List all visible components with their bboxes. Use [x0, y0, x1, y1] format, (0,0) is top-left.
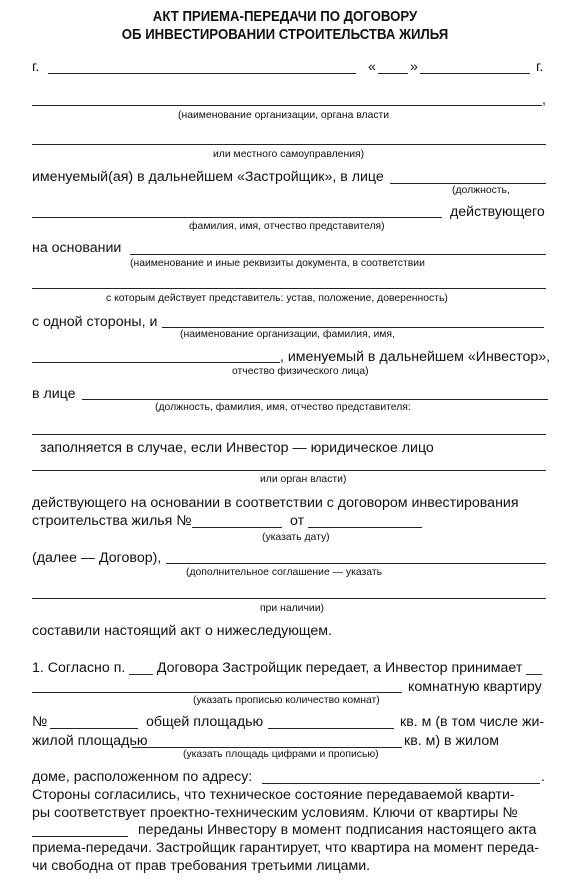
hint-authority: или орган власти) [260, 474, 347, 485]
total-area-text: общей площадью [146, 714, 264, 730]
investor-org-field[interactable] [162, 327, 544, 328]
acting-text: действующего [450, 204, 545, 220]
hint-area: (указать площадь цифрами и прописью) [183, 749, 379, 760]
developer-named-text: именуемый(ая) в дальнейшем «Застройщик», в лице [32, 169, 384, 185]
day-field[interactable] [378, 73, 408, 74]
clause-1-line-1: 1. Согласно п. ___ Договора Застройщик передает, а Инвестор принимает __ [32, 660, 543, 676]
hereinafter-text: (далее — Договор), [32, 550, 162, 566]
hint-patronymic: отчество физического лица) [232, 366, 369, 377]
addendum-field-2[interactable] [32, 598, 546, 599]
hint-charter: с которым действует представитель: устав, положение, доверенность) [106, 293, 448, 304]
composed-text: составили настоящий акт о нижеследующем. [32, 623, 333, 639]
clause-1-para-line-c: переданы Инвестору в момент подписания настоящего акта [138, 822, 537, 838]
rooms-suffix: комнатную квартиру [408, 679, 542, 695]
developer-basis-field[interactable] [130, 254, 546, 255]
apartment-number-prefix: № [32, 714, 48, 730]
developer-representative-field[interactable] [390, 183, 546, 184]
hint-org-name: (наименование организации, органа власти [178, 110, 390, 121]
in-person-text: в лице [32, 386, 76, 402]
basis-text: на основании [32, 240, 122, 256]
contract-date-field[interactable] [308, 527, 422, 528]
apartment-number-field[interactable] [50, 728, 138, 729]
contract-line-1: действующего на основании в соответствии с договором инвестирования [32, 495, 519, 511]
living-area-field[interactable] [132, 747, 402, 748]
hint-fio: фамилия, имя, отчество представителя) [189, 221, 385, 232]
hint-investor-position: (должность, фамилия, имя, отчество представителя: [155, 402, 411, 413]
one-side-text: с одной стороны, и [32, 314, 158, 330]
clause-1-para-line-a: Стороны согласились, что техническое состояние передаваемой кварти- [32, 787, 515, 803]
sqm-incl-text: кв. м (в том числе жи- [400, 714, 545, 730]
living-area-text: жилой площадью [32, 733, 148, 749]
sqm-building-text: кв. м) в жилом [404, 733, 500, 749]
developer-basis-field-2[interactable] [32, 288, 546, 289]
investor-representative-field-3[interactable] [32, 470, 546, 471]
investor-representative-field-2[interactable] [32, 434, 546, 435]
year-suffix: г. [536, 59, 544, 75]
address-field[interactable] [262, 783, 540, 784]
contract-from: от [290, 513, 305, 529]
hint-investor-org: (наименование организации, фамилия, имя, [180, 329, 395, 340]
investor-org-field-2[interactable] [32, 362, 280, 363]
total-area-field[interactable] [268, 728, 394, 729]
developer-org-field[interactable] [32, 105, 542, 106]
month-field[interactable] [420, 73, 530, 74]
hint-addendum: (дополнительное соглашение — указать [186, 567, 383, 578]
hint-position: (должность, [452, 185, 510, 196]
rooms-field[interactable] [32, 692, 402, 693]
keys-apartment-number-field[interactable] [32, 836, 128, 837]
quote-open: « [368, 59, 376, 75]
investor-representative-field[interactable] [82, 399, 548, 400]
comma: , [542, 92, 546, 108]
document-title-line-1: АКТ ПРИЕМА-ПЕРЕДАЧИ ПО ДОГОВОРУ [152, 8, 418, 25]
city-field[interactable] [48, 73, 356, 74]
hint-date: (указать дату) [262, 532, 330, 543]
hint-rooms: (указать прописью количество комнат) [193, 695, 380, 706]
hint-local-gov: или местного самоуправления) [213, 149, 365, 160]
house-address-text: доме, расположенном по адресу: [32, 769, 253, 785]
address-period: . [541, 769, 545, 785]
city-prefix: г. [32, 59, 40, 75]
hint-if-any: при наличии) [260, 603, 324, 614]
contract-number-prefix: строительства жилья № [32, 513, 192, 529]
clause-1-para-line-b: ры соответствует проектно-техническим условиям. Ключи от квартиры № [32, 805, 518, 821]
investor-named-text: , именуемый в дальнейшем «Инвестор», [280, 349, 551, 365]
hint-document: (наименование и иные реквизиты документа, в соответствии [130, 258, 425, 269]
fill-note: заполняется в случае, если Инвестор — юридическое лицо [40, 440, 434, 456]
addendum-field[interactable] [166, 563, 546, 564]
developer-org-field-2[interactable] [32, 144, 546, 145]
contract-number-field[interactable] [192, 527, 282, 528]
document-title-line-2: ОБ ИНВЕСТИРОВАНИИ СТРОИТЕЛЬСТВА ЖИЛЬЯ [121, 26, 449, 43]
clause-1-para-line-e: чи свободна от прав требования третьими лицами. [32, 858, 371, 874]
developer-representative-field-2[interactable] [32, 217, 442, 218]
quote-close: » [410, 59, 418, 75]
clause-1-para-line-d: приема-передачи. Застройщик гарантирует, что квартира на момент переда- [32, 840, 539, 856]
